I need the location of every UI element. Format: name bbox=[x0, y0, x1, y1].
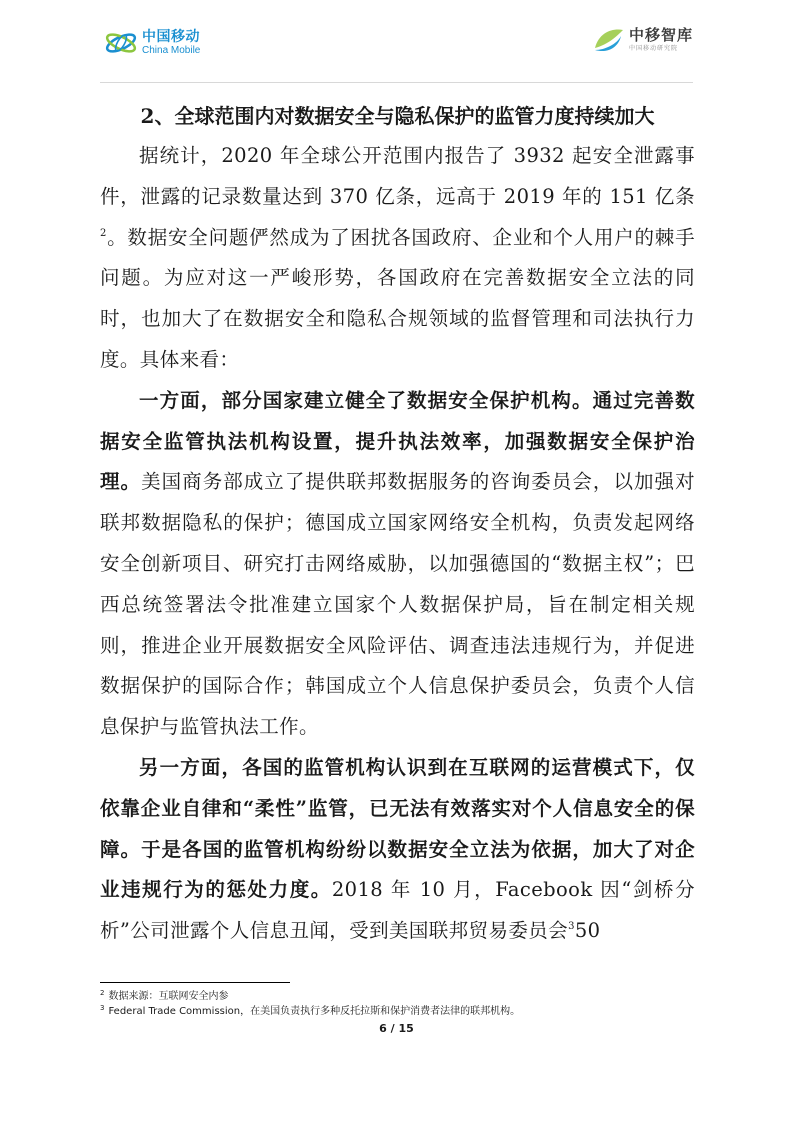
paragraph-other-hand bbox=[100, 748, 695, 952]
p2-text: 美国商务部成立了提供联邦数据服务的咨询委员会，以加强对联邦数据隐私的保护；德国成立国家网络安全机构，负责发起网络安全创新项目、研究打击网络威胁，以加强德国的“数据主权”；巴西总统签署法令批准建立国家个人数据保护局，旨在制定相关规则，推进企业开展数据安全风险评估、调查违法违规行为，并促进数据保护的国际合作；韩国成立个人信息保护委员会，负责个人信息保护与监管执法工作。 bbox=[100, 470, 695, 739]
footnote-divider bbox=[100, 982, 290, 983]
china-mobile-swirl-icon bbox=[104, 28, 138, 58]
footnote-ref-3[interactable]: 3 bbox=[568, 921, 575, 933]
footnote-2-num: 2 bbox=[100, 989, 105, 997]
footnote-2-text: 数据来源：互联网安全内参 bbox=[108, 991, 229, 1002]
right-logo-sub: 中国移动研究院 bbox=[628, 45, 678, 52]
p3-text-a: 2018 年 10 月，Facebook 因“剑桥分析”公司泄露个人信息丑闻，受到美国联邦贸易委员会 bbox=[100, 878, 695, 943]
section-heading: 2、全球范围内对数据安全与隐私保护的监管力度持续加大 bbox=[140, 104, 655, 128]
paragraph-statistics bbox=[100, 136, 695, 381]
document-body bbox=[100, 96, 695, 952]
footnote-ref-2[interactable]: 2 bbox=[100, 227, 107, 239]
footnote-3-text: Federal Trade Commission，在美国负责执行多种反托拉斯和保护消费者法律的联邦机构。 bbox=[108, 1006, 521, 1017]
p1-text-b: 。数据安全问题俨然成为了困扰各国政府、企业和个人用户的棘手问题。为应对这一严峻形势，各国政府在完善数据安全立法的同时，也加大了在数据安全和隐私合规领域的监督管理和司法执行力度。具体来看： bbox=[100, 225, 695, 371]
p1-text-a: 据统计，2020 年全球公开范围内报告了 3932 起安全泄露事件，泄露的记录数量达到 370 亿条，远高于 2019 年的 151 亿条 bbox=[100, 144, 695, 208]
think-tank-logo bbox=[591, 24, 693, 56]
paragraph-one-hand bbox=[100, 381, 695, 748]
page-header bbox=[0, 0, 793, 80]
p3-text-b: 50 bbox=[574, 919, 601, 943]
right-logo-cn: 中移智库 bbox=[628, 26, 693, 44]
footnote-3 bbox=[100, 1004, 700, 1019]
footnotes bbox=[100, 989, 700, 1019]
china-mobile-logo bbox=[104, 28, 200, 58]
footnote-2 bbox=[100, 989, 700, 1004]
footnote-3-num: 3 bbox=[100, 1004, 105, 1012]
p2-bold-lead: 一方面，部分国家建立健全了数据安全保护机构。通过完善数据安全监管执法机构设置，提升执法效率，加强数据安全保护治理。 bbox=[100, 388, 695, 494]
left-logo-en: China Mobile bbox=[142, 45, 201, 56]
p3-bold-lead: 另一方面，各国的监管机构认识到在互联网的运营模式下，仅依靠企业自律和“柔性”监管，已无法有效落实对个人信息安全的保障。于是各国的监管机构纷纷以数据安全立法为依据，加大了对企业违规行为的惩处力度。 bbox=[100, 755, 695, 902]
header-divider bbox=[100, 82, 693, 83]
page-number: 6 / 15 bbox=[379, 1022, 414, 1035]
left-logo-cn: 中国移动 bbox=[142, 29, 200, 45]
think-tank-leaf-icon bbox=[591, 24, 625, 56]
